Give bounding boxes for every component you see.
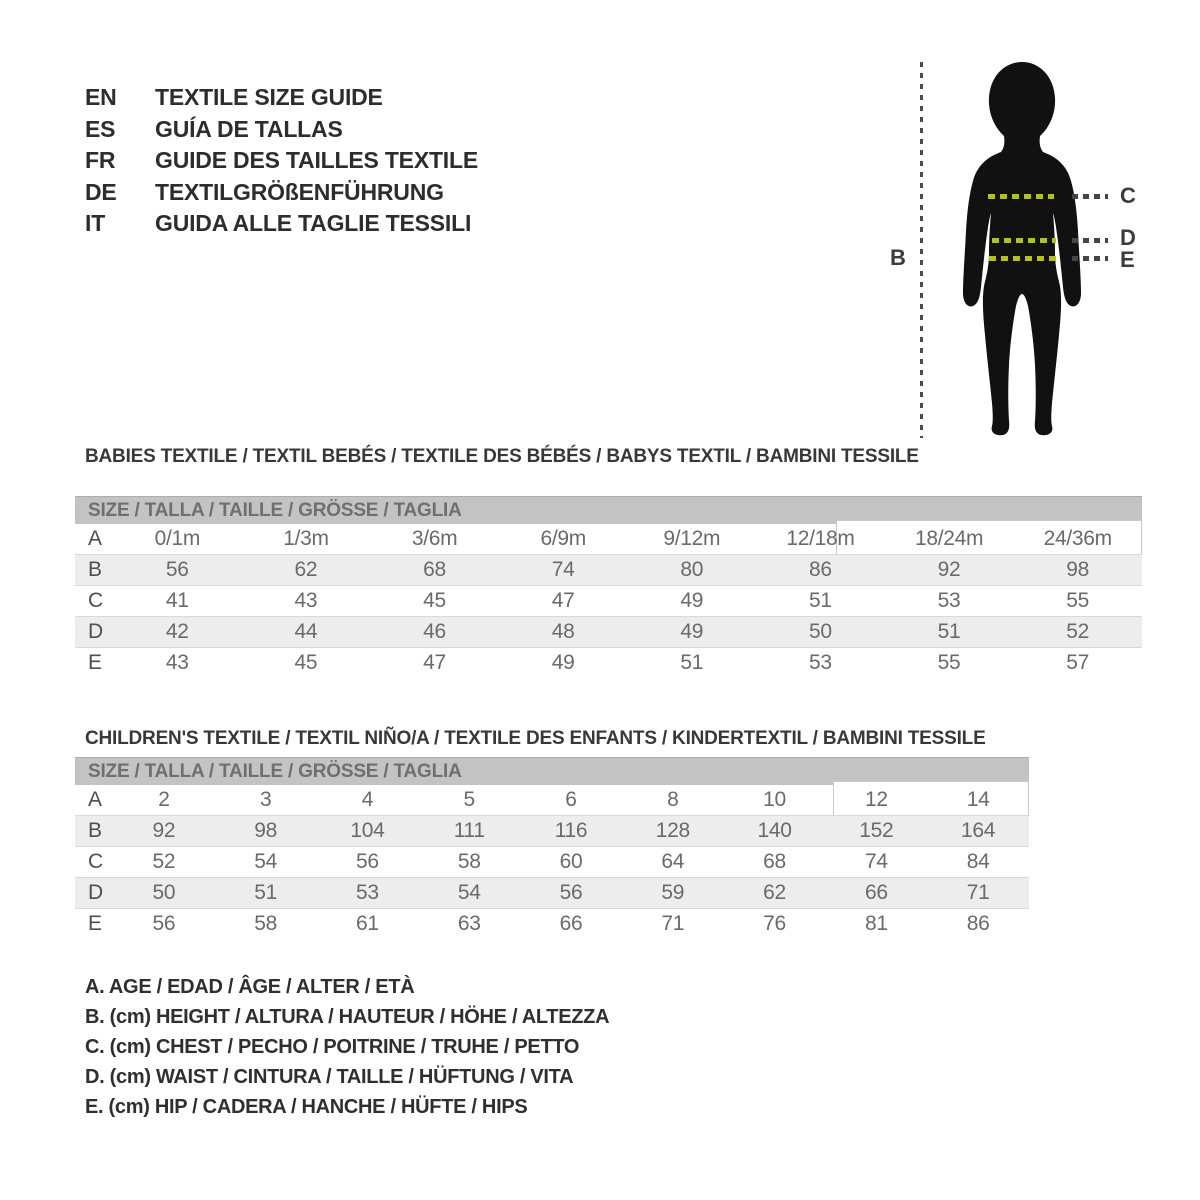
size-value-cell: 104	[350, 819, 385, 842]
size-value-cell: 10	[763, 788, 786, 811]
measurement-legend	[85, 972, 609, 1122]
children-table-header: SIZE / TALLA / TAILLE / GRÖSSE / TAGLIA	[75, 757, 1029, 785]
table-row	[75, 846, 1029, 877]
size-value-cell: 45	[294, 651, 318, 674]
size-value-cell: 68	[763, 850, 786, 873]
row-label: E	[88, 912, 102, 935]
size-value-cell: 116	[554, 819, 588, 842]
size-value-cell: 50	[809, 620, 832, 643]
size-value-cell: 44	[294, 620, 318, 643]
size-value-cell: 98	[254, 819, 278, 842]
size-value-cell: 49	[680, 620, 704, 643]
size-value-cell: 4	[361, 788, 374, 811]
size-value-cell: 47	[423, 651, 446, 674]
size-value-cell: 14	[966, 788, 990, 811]
size-value-cell: 56	[356, 850, 379, 873]
legend-waist: D. (cm) WAIST / CINTURA / TAILLE / HÜFTUNG / VITA	[85, 1065, 574, 1088]
table-row	[75, 616, 1142, 647]
size-value-cell: 66	[559, 912, 583, 935]
lang-code-it: IT	[85, 210, 106, 237]
size-value-cell: 60	[559, 850, 583, 873]
size-value-cell: 152	[859, 819, 894, 842]
size-value-cell: 1/3m	[283, 527, 329, 550]
size-value-cell: 54	[457, 881, 481, 904]
size-value-cell: 51	[254, 881, 278, 904]
size-value-cell: 12	[864, 788, 888, 811]
size-value-cell: 53	[356, 881, 379, 904]
row-label: B	[88, 819, 102, 842]
size-value-cell: 140	[757, 819, 792, 842]
size-value-cell: 164	[961, 819, 996, 842]
size-value-cell: 51	[937, 620, 961, 643]
size-value-cell: 81	[864, 912, 888, 935]
size-value-cell: 45	[423, 589, 446, 612]
size-value-cell: 74	[551, 558, 575, 581]
size-value-cell: 71	[966, 881, 990, 904]
size-value-cell: 92	[152, 819, 176, 842]
hip-pointer-line	[1072, 256, 1108, 261]
size-value-cell: 47	[551, 589, 575, 612]
size-value-cell: 6	[565, 788, 577, 811]
table-row	[75, 585, 1142, 616]
size-value-cell: 62	[763, 881, 786, 904]
size-value-cell: 3/6m	[411, 527, 458, 550]
size-value-cell: 54	[254, 850, 278, 873]
size-value-cell: 66	[864, 881, 888, 904]
size-value-cell: 3	[259, 788, 272, 811]
table-row	[75, 647, 1142, 678]
row-label: A	[88, 527, 102, 550]
size-value-cell: 56	[165, 558, 189, 581]
lang-code-en: EN	[85, 84, 117, 111]
size-value-cell: 50	[152, 881, 176, 904]
size-value-cell: 6/9m	[540, 527, 586, 550]
size-value-cell: 59	[661, 881, 685, 904]
size-value-cell: 61	[356, 912, 379, 935]
size-value-cell: 58	[254, 912, 278, 935]
size-value-cell: 111	[453, 819, 485, 842]
size-value-cell: 62	[294, 558, 318, 581]
size-value-cell: 18/24m	[914, 527, 984, 550]
children-size-table	[75, 757, 1029, 939]
table-row	[75, 908, 1029, 939]
chest-pointer-line	[1072, 194, 1108, 199]
size-value-cell: 56	[152, 912, 176, 935]
waist-measure-line	[992, 238, 1056, 243]
lang-title-de: TEXTILGRÖßENFÜHRUNG	[155, 178, 444, 205]
size-value-cell: 56	[559, 881, 583, 904]
child-silhouette-icon	[950, 56, 1100, 436]
height-label: B	[890, 245, 906, 270]
hip-label: E	[1120, 247, 1135, 272]
size-value-cell: 48	[551, 620, 575, 643]
row-label: C	[88, 850, 103, 873]
size-value-cell: 86	[966, 912, 990, 935]
lang-code-de: DE	[85, 178, 117, 205]
size-value-cell: 12/18m	[786, 527, 855, 550]
size-value-cell: 0/1m	[154, 527, 201, 550]
row-label: B	[88, 558, 102, 581]
chest-measure-line	[988, 194, 1054, 199]
hip-measure-line	[989, 256, 1056, 261]
size-value-cell: 49	[551, 651, 575, 674]
size-value-cell: 8	[667, 788, 679, 811]
row-label: D	[88, 620, 103, 643]
table-row	[75, 785, 1029, 815]
table-row	[75, 877, 1029, 908]
lang-code-es: ES	[85, 115, 116, 142]
waist-pointer-line	[1072, 238, 1108, 243]
legend-chest: C. (cm) CHEST / PECHO / POITRINE / TRUHE / PETTO	[85, 1035, 580, 1058]
lang-title-es: GUÍA DE TALLAS	[155, 115, 343, 142]
children-section-title: CHILDREN'S TEXTILE / TEXTIL NIÑO/A / TEXTILE DES ENFANTS / KINDERTEXTIL / BAMBINI TESSILE	[85, 728, 986, 749]
size-value-cell: 43	[294, 589, 318, 612]
row-label: D	[88, 881, 103, 904]
size-value-cell: 84	[966, 850, 990, 873]
chest-label: C	[1120, 183, 1136, 208]
size-value-cell: 52	[1066, 620, 1090, 643]
row-label: C	[88, 589, 103, 612]
size-value-cell: 24/36m	[1043, 527, 1112, 550]
size-value-cell: 43	[165, 651, 189, 674]
size-value-cell: 9/12m	[663, 527, 721, 550]
size-value-cell: 92	[937, 558, 961, 581]
legend-height: B. (cm) HEIGHT / ALTURA / HAUTEUR / HÖHE / ALTEZZA	[85, 1005, 610, 1028]
measurement-diagram	[0, 0, 1200, 460]
table-row	[75, 524, 1142, 554]
size-value-cell: 55	[1066, 589, 1090, 612]
lang-title-en: TEXTILE SIZE GUIDE	[155, 84, 383, 111]
size-value-cell: 76	[763, 912, 786, 935]
size-value-cell: 128	[655, 819, 690, 842]
size-value-cell: 98	[1066, 558, 1090, 581]
table-row	[75, 554, 1142, 585]
size-value-cell: 57	[1066, 651, 1090, 674]
waist-label: D	[1120, 225, 1136, 250]
size-value-cell: 42	[165, 620, 189, 643]
size-value-cell: 5	[463, 788, 475, 811]
size-value-cell: 71	[661, 912, 685, 935]
babies-table-header: SIZE / TALLA / TAILLE / GRÖSSE / TAGLIA	[75, 496, 1142, 524]
size-value-cell: 63	[457, 912, 481, 935]
size-value-cell: 58	[457, 850, 481, 873]
size-value-cell: 80	[680, 558, 704, 581]
size-value-cell: 46	[423, 620, 446, 643]
size-value-cell: 55	[937, 651, 961, 674]
babies-section-title: BABIES TEXTILE / TEXTIL BEBÉS / TEXTILE DES BÉBÉS / BABYS TEXTIL / BAMBINI TESSILE	[85, 446, 919, 467]
size-value-cell: 51	[809, 589, 832, 612]
size-value-cell: 68	[423, 558, 446, 581]
size-value-cell: 52	[152, 850, 176, 873]
size-value-cell: 53	[937, 589, 961, 612]
size-value-cell: 64	[661, 850, 685, 873]
row-label: E	[88, 651, 102, 674]
lang-code-fr: FR	[85, 147, 116, 174]
table-row	[75, 815, 1029, 846]
size-value-cell: 53	[809, 651, 832, 674]
legend-age: A. AGE / EDAD / ÂGE / ALTER / ETÀ	[85, 975, 415, 998]
size-value-cell: 2	[158, 788, 170, 811]
size-value-cell: 86	[809, 558, 832, 581]
size-value-cell: 51	[680, 651, 704, 674]
lang-title-it: GUIDA ALLE TAGLIE TESSILI	[155, 210, 472, 237]
size-value-cell: 49	[680, 589, 704, 612]
lang-title-fr: GUIDE DES TAILLES TEXTILE	[155, 147, 478, 174]
row-label: A	[88, 788, 102, 811]
height-dashed-line	[920, 62, 923, 438]
size-value-cell: 41	[165, 589, 189, 612]
size-value-cell: 74	[864, 850, 888, 873]
legend-hip: E. (cm) HIP / CADERA / HANCHE / HÜFTE / HIPS	[85, 1095, 528, 1118]
babies-size-table	[75, 496, 1142, 678]
